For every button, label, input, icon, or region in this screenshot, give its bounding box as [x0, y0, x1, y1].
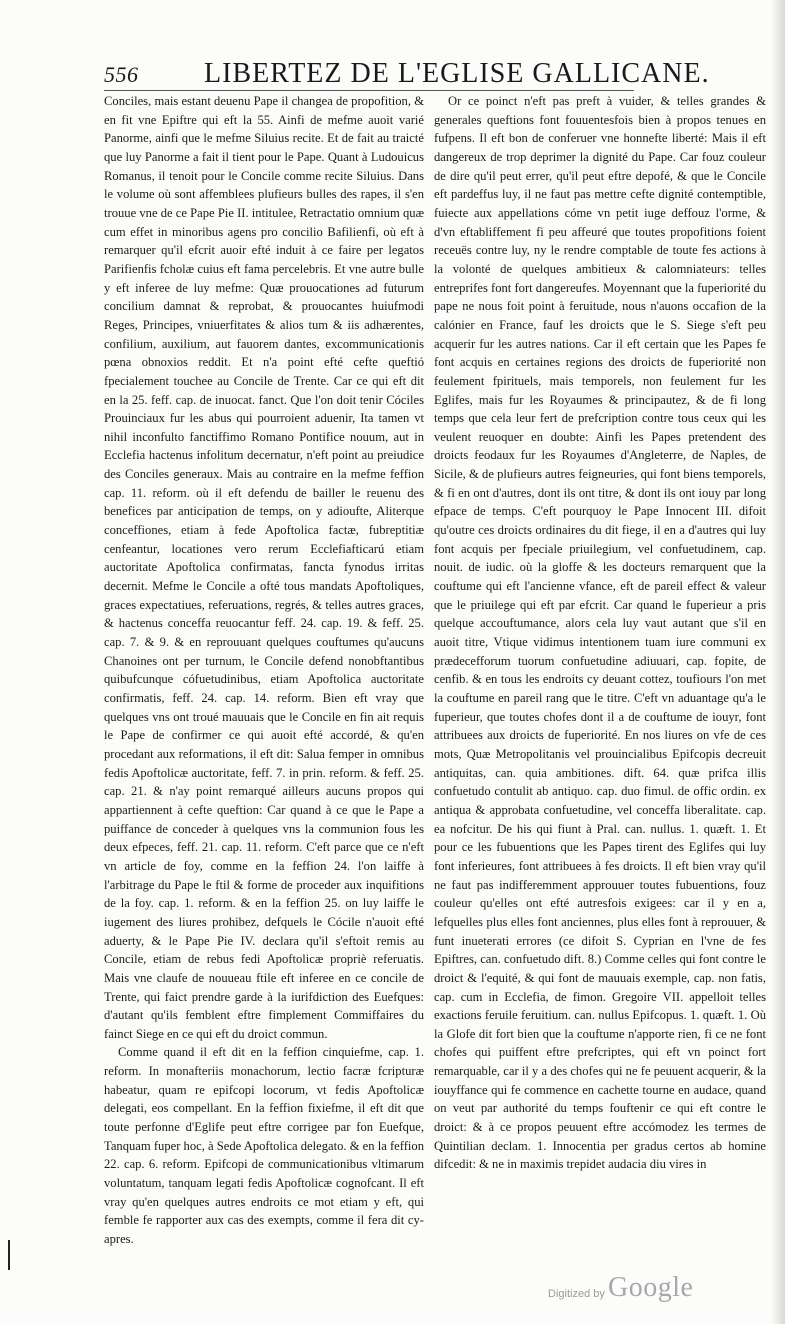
right-paragraph-1: Or ce poinct n'eft pas preft à vuider, & telles grandes & generales queftions font fouuentesfois bien à propos tenues en fufpens. Il eft bon de conferuer vne honnefte liberté: Mais il eft dangereux de trop deprimer la dignité du Pape. Car fouz couleur de dire qu'il peut errer, qu'il peut eftre depofé, & que le Concile eft pardeffus luy, il ne faut pas mettre cefte dignité contemptible, fuiecte aux appellations cóme vn petit iuge deffouz l'orme, & d'vn eftabliffement fi peu affeuré que toutes propofitions foient receuës contre luy, ny le rendre comptable de toute fes actions à la volonté de quelques ambitieux & calomniateurs: telles entreprifes font fort dangereufes. Moyennant que la fuperiorité du pape ne nous foit point à feruitude, nous n'auons occafion de la calónier en France, fauf les droicts que le S. Siege s'eft peu acquerir fur les autres nations. Car il eft certain que les Papes fe font acquis en certaines regions des droicts de fuperiorité non feulement fpirituels, mais temporels, non feulement fur les Eglifes, mais fur les Royaumes & principautez, & de fi long temps que cela leur fert de prefcription contre tous ceux qui les veulent reuoquer en doubte: Ainfi les Papes pretendent des droicts feodaux fur les Royaumes d'Angleterre, de Naples, de Sicile, & de plufieurs autres feigneuries, qui font biens temporels, & fi en ont d'autres, dont ils ont titre, & dont ils ont iouy par long efpace de temps. C'eft pourquoy le Pape Innocent III. difoit qu'outre ces droicts ordinaires du dit fiege, il en a d'autres qui luy font acquis per fpeciale priuilegium, vel confuetudinem, cap. nouit. de iudic. où la gloffe & les docteurs remarquent que la couftume qui eft l'ancienne vfance, eft de pareil effect & valeur que le priuilege qui eft par efcrit. Car quand le fuperieur a pris quelque accouftumance, alors cela luy vaut autant que s'il en auoit titre, Vtique vidimus intentionem tuam iure communi ex prædecefforum tuorum confuetudine adiuuari, cap. fopite, de cenfib. & en tous les endroits cy deuant cottez, toufiours l'on met la couftume en pareil rang que le titre. C'eft vn aduantage qu'a le fuperieur, que toutes chofes dont il a de couftume de iouyr, font attribuees aux droicts de fuperiorité. En nos liures on vfe de ces mots, Quæ Metropolitanis vel prouincialibus Epifcopis decreuit antiquitas, can. quia ambitiones. dift. 64. quæ prifca illis confuetudo contulit ab antiquo. cap. duo fimul. de offic ordin. ex antiqua & approbata confuetudine, vel conceffa liberalitate. cap. ea nofcitur. De his qui fiunt à Pral. can. nullus. 1. quæft. 1. Et pour ce les fubuentions que les Papes tirent des Eglifes qui luy font inferieures, font attribuees à fes droicts. Il eft bien vray qu'il ne faut pas indifferemment approuuer toutes fubuentions, fouz couleur qu'elles ont efté autresfois exigees: car il y en a, lefquelles plus elles font anciennes, plus elles font à reprouuer, & funt inueterati errores (ce difoit S. Cyprian en l'vne de fes Epiftres, can. confuetudo dift. 8.) Comme celles qui font contre le droict & l'equité, & qui font de mauuais exemple, cap. non fatis, cap. cum in Ecclefia, de fimon. Gregoire VII. appelloit telles exactions feruile feruitium. can. nullus Epifcopus. 1. quæft. 1. Où la Glofe dit fort bien que la couftume n'apporte rien, fi ce ne font chofes qui puiffent eftre prefcriptes, qui eft vn poinct fort remarquable, car il y a des chofes qui ne fe peuuent acquerir, & la iouyffance qui fe commence en cachette tourne en audace, quand on veut par authorité du temps fouftenir ce qui eft contre le droict: & à ce propos peuuent eftre accómodez les termes de Quintilian declam. 1. Innocentia per gradus certos ab homine difcedit: & ne in maximis trepidet audacia diu vires in	[434, 94, 766, 1172]
page-number: 556	[104, 62, 139, 87]
running-title: LIBERTEZ DE L'EGLISE GALLICANE.	[204, 58, 710, 89]
header-rule	[104, 90, 634, 91]
digitized-watermark	[548, 1270, 748, 1310]
left-column	[104, 92, 424, 1249]
left-paragraph-1: Conciles, mais estant deuenu Pape il changea de propofition, & en fit vne Epiftre qui eft la 55. Ainfi de mefme auoit varié Panorme, ainfi que le mefme Siluius recite. Et de fait au traicté que luy Panorme a fait il tient pour le Pape. Quant à Ludouicus Romanus, il tenoit pour le Concile comme recite Siluius. Dans le volume où sont affemblees plufieurs bulles des rapes, il s'en trouue vne de ce Pape Pie II. intitulee, Retractatio omnium quæ cum effet in minoribus agens pro concilio Bafilienfi, où eft à remarquer qu'il efcrit auoir efté induit à ce faire per legatos Parifienfis fcholæ cuius eft fama percelebris. Et vne autre bulle y eft inferee de luy mefme: Quæ prouocationes ad futurum concilium damnat & reprobat, & prouocantes huiufmodi Reges, Principes, vniuerfitates & alios tum & iis adhærentes, confilium, auxilium, aut fauorem dantes, excommunicationis pœna obnoxios reddit. Et n'a point efté cefte queftió fpecialement touchee au Concile de Trente. Car ce qui eft dit en la 25. feff. cap. de inuocat. fanct. Que l'on doit tenir Cóciles Prouinciaux fur les abus qui pourroient aduenir, Ita tamen vt nihil inconfulto fanctiffimo Romano Pontifice nouum, aut in Ecclefia hactenus infolitum decernatur, n'eft point au preiudice des Conciles generaux. Mais au contraire en la mefme feffion cap. 11. reform. où il eft defendu de bailler le reuenu des benefices par anticipation de temps, on y adioufte, Aliterque conceffiones, etiam à fede Apoftolica factæ, fubreptitiæ cenfeantur, locationes vero rerum Ecclefiafticarú etiam auctoritate Apoftolica confirmatas, fancta fynodus irritas decernit. Mefme le Concile a ofté tous mandats Apoftoliques, graces expectatiues, referuations, regrés, & telles autres graces, & hactenus conceffa reuocantur feff. 24. cap. 19. & feff. 25. cap. 7. & 9. & en reprouuant quelques couftumes qu'aucuns Chanoines ont per turnum, le Concile defend nonobftantibus quibufcunque cófuetudinibus, etiam Apoftolica auctoritate confirmatis, feff. 24. cap. 14. reform. Bien eft vray que quelques vns ont troué mauuais que le Concile en fin ait requis le Pape de confirmer ce qui auoit efté accordé, & qu'en procedant aux reformations, il eft dit: Salua femper in omnibus fedis Apoftolicæ auctoritate, feff. 7. in prin. reform. & feff. 25. cap. 21. & n'ay point remarqué ailleurs aucuns propos qui appartiennent à cefte queftion: Car quand à ce que le Pape a puiffance de conceder à quelques vns la communion fous les deux efpeces, feff. 21. cap. 11. reform. C'eft parce que ce n'eft vn article de foy, comme en la feffion 24. l'on laiffe à l'arbitrage du Pape le ftil & forme de proceder aux inquifitions de la foy. cap. 1. reform. & en la feffion 25. on luy laiffe le iugement des liures prohibez, defquels le Cócile n'auoit efté aduerty, & le Pape Pie IV. declara qu'il s'eftoit remis au Concile, etiam de rebus fedi Apoftolicæ propriè referuatis. Mais vne claufe de nouueau ftile eft inferee en ce concile de Trente, qui faict prendre garde à la iurifdiction des Euefques: d'autant qu'ils femblent eftre fimplement Commiffaires du fainct Siege en ce qui eft du droict commun.	[104, 94, 424, 1041]
google-logo: Google	[608, 1272, 694, 1303]
right-column	[434, 92, 766, 1174]
left-paragraph-2: Comme quand il eft dit en la feffion cinquiefme, cap. 1. reform. In monafteriis monachorum, lectio facræ fcripturæ habeatur, quam re epifcopi locorum, vt fedis Apoftolicæ delegati, eos compellant. En la feffion fixiefme, il eft dit que toute perfonne d'Eglife peut eftre corrigee par fon Euefque, Tanquam fuper hoc, à Sede Apoftolica delegato. & en la feffion 22. cap. 6. reform. Epifcopi de communicationibus vltimarum voluntatum, tanquam legati fedis Apoftolicæ cognofcant. Il eft vray qu'en quelques autres endroits ce mot etiam y eft, qui femble fe rapporter aux cas des exempts, comme il fera dit cy-apres.	[104, 1045, 424, 1247]
watermark-prefix: Digitized by	[548, 1288, 605, 1300]
margin-mark	[8, 1240, 10, 1270]
page-header	[104, 58, 710, 90]
page-gutter-shadow	[771, 0, 785, 1324]
